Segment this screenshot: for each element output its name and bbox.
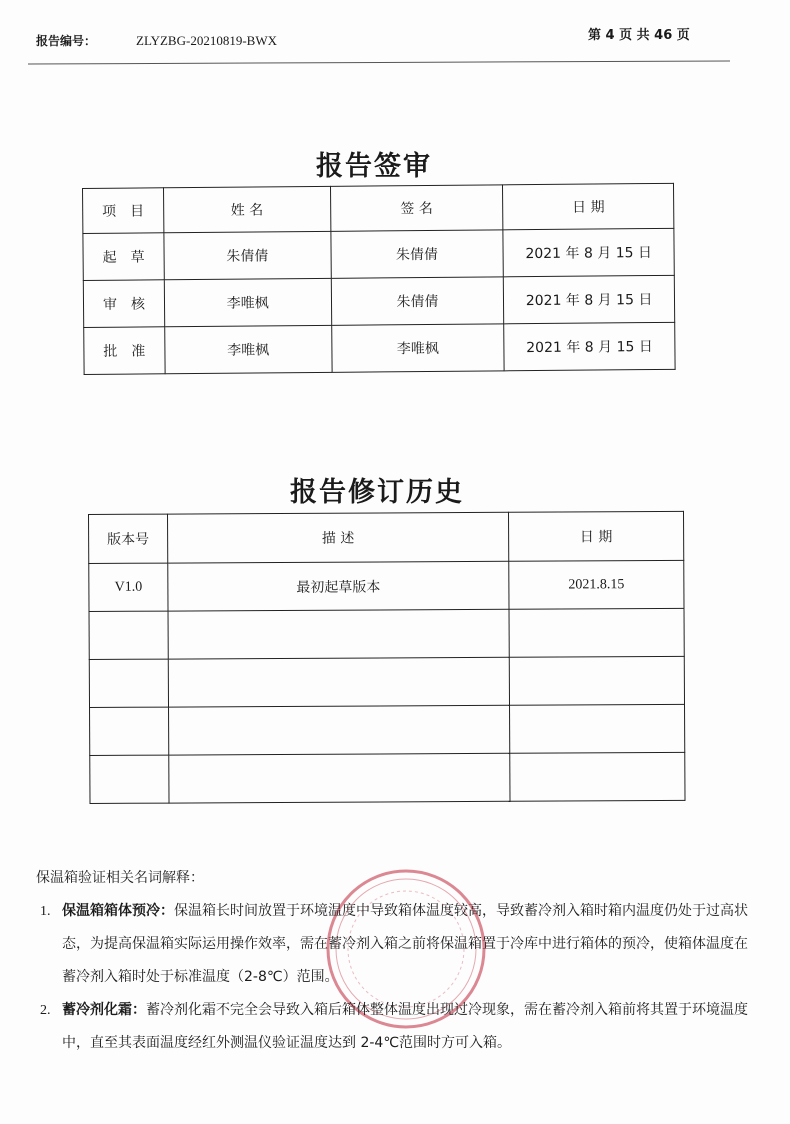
revision-header-row	[89, 511, 684, 563]
review-name: 朱倩倩	[164, 231, 331, 279]
revision-header-date: 日 期	[508, 511, 683, 561]
review-signature: 朱倩倩	[330, 230, 503, 279]
empty-cell	[89, 611, 168, 659]
revision-table	[88, 511, 686, 804]
glossary-item-text: 蓄冷剂化霜不完全会导致入箱后箱体整体温度出现过冷现象，需在蓄冷剂入箱前将其置于环境温度中，直至其表面温度经红外测温仪验证温度达到 2-4℃范围时方可入箱。	[62, 1002, 748, 1051]
empty-cell	[168, 609, 509, 659]
review-item: 审 核	[83, 280, 164, 328]
table-row	[83, 275, 674, 327]
empty-cell	[169, 705, 510, 755]
glossary-item	[36, 994, 756, 1060]
revision-description: 最初起草版本	[168, 561, 509, 611]
report-number-label: 报告编号：	[36, 34, 97, 48]
revision-version: V1.0	[114, 579, 143, 595]
review-name: 李唯枫	[165, 325, 332, 373]
review-title: 报告签审	[316, 151, 432, 182]
review-date: 2021 年 8 月 15 日	[504, 322, 675, 370]
revision-header-description: 描 述	[168, 512, 509, 563]
review-item: 起 草	[83, 233, 164, 281]
header-divider	[28, 60, 730, 64]
review-header-name: 姓 名	[163, 186, 330, 232]
empty-cell	[168, 657, 509, 707]
table-row	[89, 656, 684, 707]
revision-date: 2021.8.15	[568, 577, 625, 593]
review-date: 2021 年 8 月 15 日	[503, 228, 674, 276]
glossary-item-term: 保温箱箱体预冷：	[62, 903, 174, 919]
empty-cell	[89, 659, 168, 707]
empty-cell	[509, 608, 684, 657]
revision-title: 报告修订历史	[290, 477, 464, 508]
empty-cell	[510, 752, 685, 801]
review-header-item: 项 目	[83, 188, 164, 234]
review-signature: 朱倩倩	[331, 277, 504, 326]
review-signature: 李唯枫	[331, 324, 504, 373]
review-header-signature: 签 名	[330, 185, 503, 232]
empty-cell	[169, 753, 510, 803]
table-row	[89, 608, 684, 659]
review-table	[82, 183, 676, 375]
table-row	[89, 560, 684, 611]
glossary-item-text: 保温箱长时间放置于环境温度中导致箱体温度较高，导致蓄冷剂入箱时箱内温度仍处于过高状态，为提高保温箱实际运用操作效率，需在蓄冷剂入箱之前将保温箱置于冷库中进行箱体的预冷，使箱体温度在蓄冷剂入箱时处于标准温度（2-8℃）范围。	[62, 903, 748, 985]
revision-header-version: 版本号	[89, 514, 168, 563]
empty-cell	[509, 656, 684, 705]
empty-cell	[90, 707, 169, 755]
review-date: 2021 年 8 月 15 日	[504, 275, 675, 323]
review-header-row	[83, 183, 674, 233]
empty-cell	[90, 755, 169, 803]
table-row	[83, 228, 674, 280]
report-number-value: ZLYZBG-20210819-BWX	[136, 33, 277, 48]
review-header-date: 日 期	[503, 183, 674, 229]
review-item: 批 准	[84, 327, 165, 375]
report-number	[36, 32, 277, 49]
glossary-item-number: 2.	[40, 1003, 51, 1018]
table-row	[84, 322, 675, 374]
empty-cell	[510, 704, 685, 753]
table-row	[90, 704, 685, 755]
glossary-intro: 保温箱验证相关名词解释：	[36, 870, 204, 886]
page-info: 第 4 页 共 46 页	[588, 28, 690, 43]
glossary	[36, 862, 756, 1060]
table-row	[90, 752, 685, 803]
glossary-item	[36, 895, 756, 994]
review-name: 李唯枫	[164, 278, 331, 326]
glossary-item-term: 蓄冷剂化霜：	[62, 1002, 146, 1018]
glossary-item-number: 1.	[40, 904, 51, 919]
